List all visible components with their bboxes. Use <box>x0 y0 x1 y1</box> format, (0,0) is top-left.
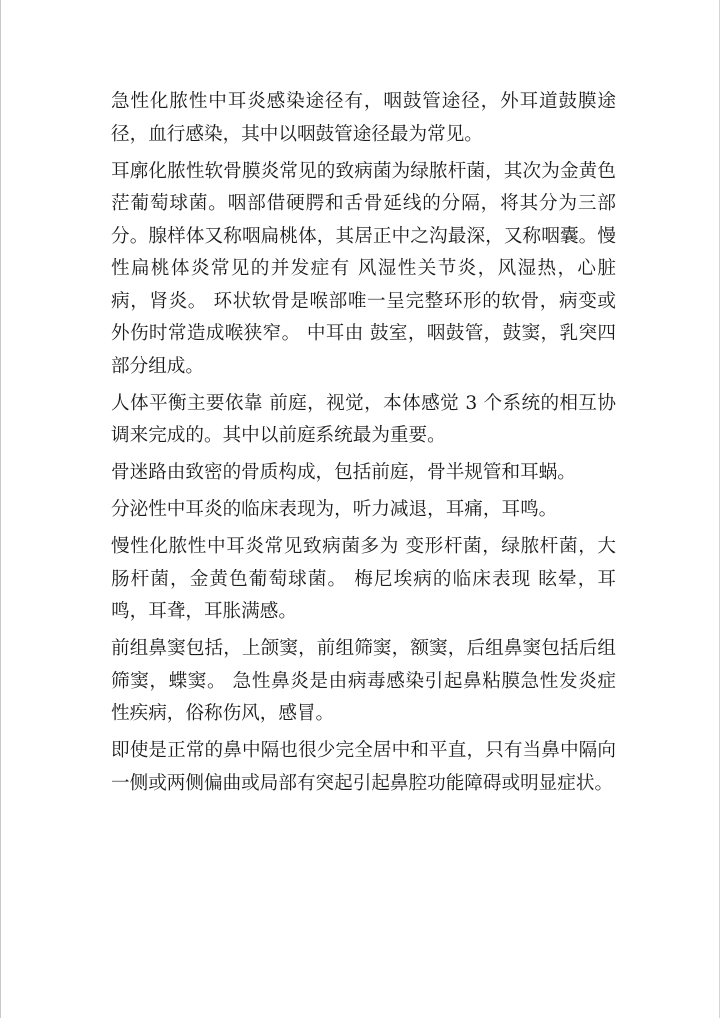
document-body <box>111 86 616 805</box>
paragraph-nasal-septum: 即使是正常的鼻中隔也很少完全居中和平直，只有当鼻中隔向一侧或两侧偏曲或局部有突起引起鼻腔功能障碍或明显症状。 <box>111 740 616 794</box>
paragraph-paranasal-sinuses-rhinitis: 前组鼻窦包括，上颌窦，前组筛窦，额窦，后组鼻窦包括后组筛窦，蝶窦。 急性鼻炎是由病毒感染引起鼻粘膜急性发炎症性疾病，俗称伤风，感冒。 <box>111 638 616 724</box>
paragraph-secretory-otitis: 分泌性中耳炎的临床表现为，听力减退，耳痛，耳鸣。 <box>111 499 558 520</box>
paragraph-chronic-otitis-meniere: 慢性化脓性中耳炎常见致病菌多为 变形杆菌，绿脓杆菌，大肠杆菌，金黄色葡萄球菌。 梅尼埃病的临床表现 眩晕，耳鸣，耳聋，耳胀满感。 <box>111 536 616 622</box>
page-left-edge <box>0 0 1 1018</box>
paragraph-otitis-infection-routes: 急性化脓性中耳炎感染途径有，咽鼓管途径，外耳道鼓膜途径，血行感染，其中以咽鼓管途径最为常见。 <box>111 91 616 145</box>
paragraph-balance-systems: 人体平衡主要依靠 前庭，视觉，本体感觉 3 个系统的相互协调来完成的。其中以前庭系统最为重要。 <box>111 392 616 446</box>
paragraph-bony-labyrinth: 骨迷路由致密的骨质构成，包括前庭，骨半规管和耳蜗。 <box>111 462 576 483</box>
paragraph-perichondritis-pharynx-tonsil: 耳廓化脓性软骨膜炎常见的致病菌为绿脓杆菌，其次为金黄色茫葡萄球菌。咽部借硬腭和舌骨延线的分隔，将其分为三部分。腺样体又称咽扁桃体，其居正中之沟最深，又称咽囊。慢性扁桃体炎常见的并发症有 风湿性关节炎，风湿热，心脏病，肾炎。 环状软骨是喉部唯一呈完整环形的软骨，病变或外伤时常造成喉狭窄。 中耳由 鼓室，咽鼓管，鼓窦，乳突四部分组成。 <box>111 160 616 377</box>
